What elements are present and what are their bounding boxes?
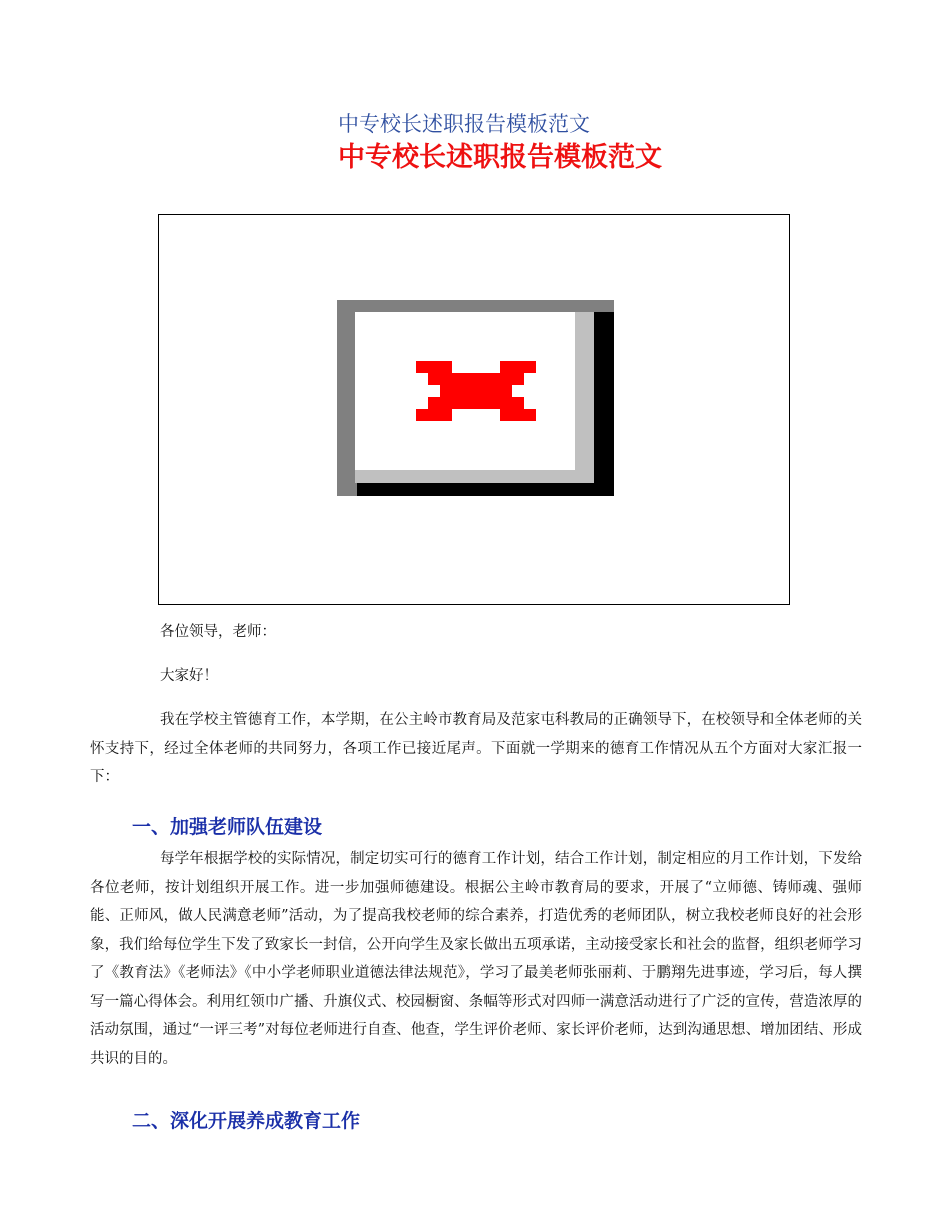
intro-paragraph: 我在学校主管德育工作，本学期，在公主岭市教育局及范家屯科教局的正确领导下，在校领导和全体老师的关怀支持下，经过全体老师的共同努力，各项工作已接近尾声。下面就一学期来的德育工作情况从五个方面对大家汇报一下： (90, 712, 862, 785)
image-frame (158, 214, 790, 605)
section-heading-1: 一、加强老师队伍建设 (132, 816, 323, 838)
hello: 大家好！ (160, 668, 218, 684)
greeting: 各位领导，老师： (160, 624, 276, 640)
title-small: 中专校长述职报告模板范文 (338, 112, 590, 136)
title-large: 中专校长述职报告模板范文 (338, 142, 662, 173)
section-heading-2: 二、深化开展养成教育工作 (132, 1110, 361, 1132)
broken-image-icon (337, 300, 614, 496)
section-body-1: 每学年根据学校的实际情况，制定切实可行的德育工作计划，结合工作计划，制定相应的月工作计划，下发给各位老师，按计划组织开展工作。进一步加强师德建设。根据公主岭市教育局的要求，开展了“立师德、铸师魂、强师能、正师风，做人民满意老师”活动，为了提高我校老师的综合素养，打造优秀的老师团队，树立我校老师良好的社会形象，我们给每位学生下发了致家长一封信，公开向学生及家长做出五项承诺，主动接受家长和社会的监督，组织老师学习了《教育法》《老师法》《中小学老师职业道德法律法规范》，学习了最美老师张丽莉、于鹏翔先进事迹，学习后，每人撰写一篇心得体会。利用红领巾广播、升旗仪式、校园橱窗、条幅等形式对四师一满意活动进行了广泛的宣传，营造浓厚的活动氛围，通过“一评三考”对每位老师进行自查、他查，学生评价老师、家长评价老师，达到沟通思想、增加团结、形成共识的目的。 (90, 851, 862, 1067)
